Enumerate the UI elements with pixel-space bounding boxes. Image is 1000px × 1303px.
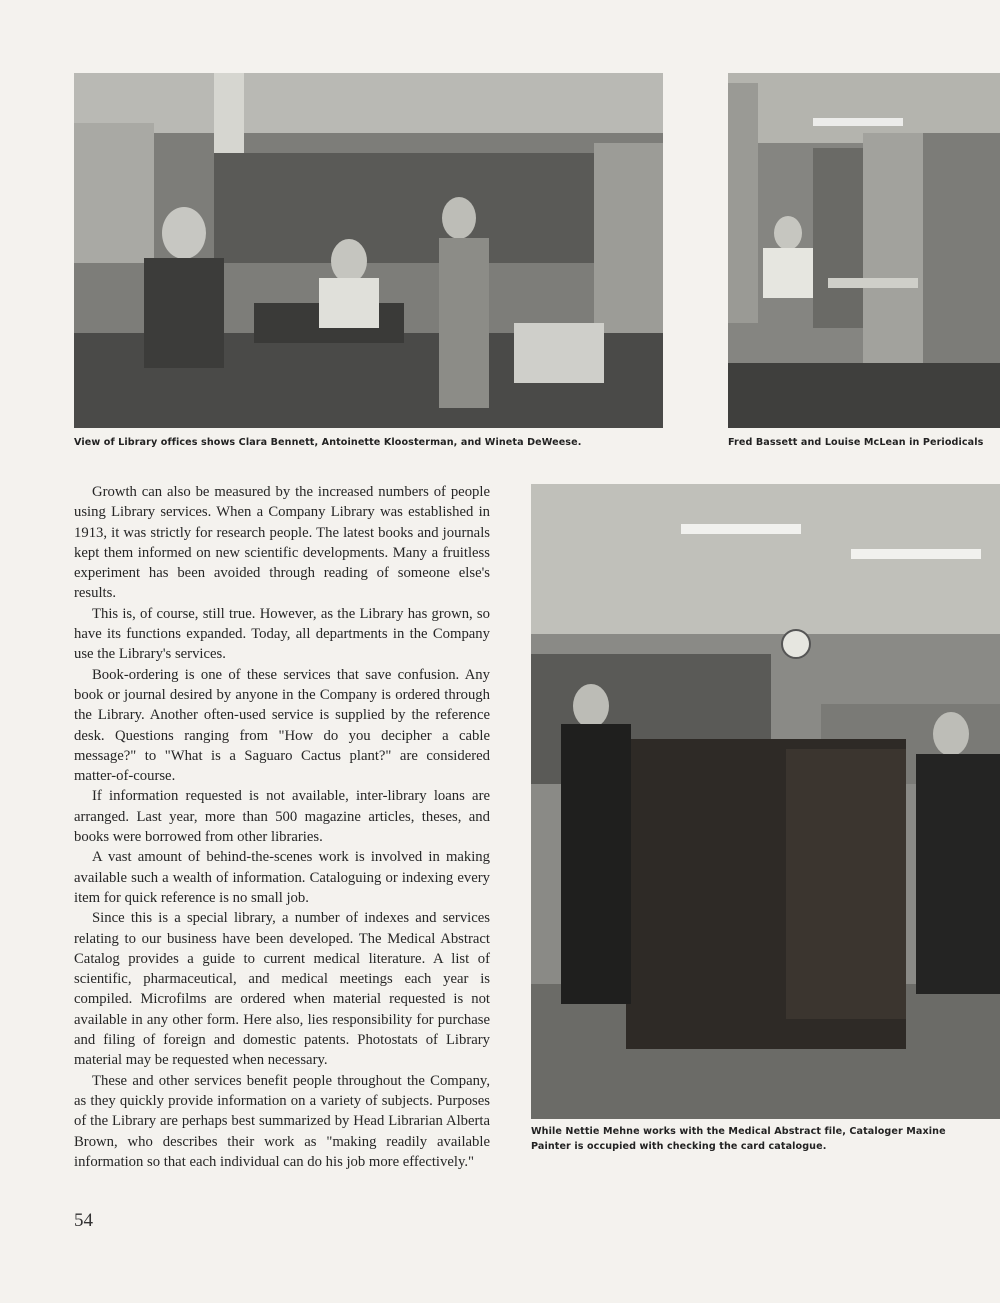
paragraph-2: This is, of course, still true. However, as the Library has grown, so have its functions expanded. Today, all departments in the Company use the Library's services. — [74, 605, 490, 663]
paragraph-1: Growth can also be measured by the increased numbers of people using Library services. When a Company Library was established in 1913, it was strictly for research people. The latest books and journals kept them informed on new scientific developments. Many a fruitless experiment has been avoided through reading of someone else's results. — [74, 484, 490, 602]
photo-periodicals — [728, 73, 1000, 428]
paragraph-7: These and other services benefit people throughout the Company, as they quickly provide information on a variety of subjects. Purposes of the Library are perhaps best summarized by Head Librarian Alberta Brown, who describes their work as "making readily available information so that each individual can do his job more effectively." — [74, 1072, 490, 1170]
page-number: 54 — [74, 1210, 93, 1231]
caption-periodicals: Fred Bassett and Louise McLean in Periodicals — [728, 437, 984, 448]
photo-library-offices — [74, 73, 663, 428]
article-body — [74, 482, 490, 1172]
caption-card-catalogue: While Nettie Mehne works with the Medical Abstract file, Cataloger Maxine Painter is occupied with checking the card catalogue. — [531, 1126, 946, 1152]
paragraph-5: A vast amount of behind-the-scenes work is involved in making available such a wealth of information. Cataloguing or indexing every item for quick reference is no small job. — [74, 849, 490, 906]
caption-library-offices: View of Library offices shows Clara Bennett, Antoinette Kloosterman, and Wineta DeWeese. — [74, 437, 582, 448]
paragraph-6: Since this is a special library, a number of indexes and services relating to our business have been developed. The Medical Abstract Catalog provides a guide to current medical literature. A list of scientific, pharmaceutical, and medical meetings each year is compiled. Microfilms are ordered when material requested is not available in any other form. Here also, lies responsibility for purchase and filing of foreign and domestic patents. Photostats of Library material may be requested when necessary. — [74, 910, 490, 1069]
paragraph-3: Book-ordering is one of these services that save confusion. Any book or journal desired by anyone in the Company is ordered through the Library. Another often-used service is supplied by the reference desk. Questions ranging from "How do you decipher a cable message?" to "What is a Saguaro Cactus plant?" are considered matter-of-course. — [74, 666, 490, 785]
photo-card-catalogue — [531, 484, 1000, 1119]
paragraph-4: If information requested is not available, inter-library loans are arranged. Last year, more than 500 magazine articles, theses, and books were borrowed from other libraries. — [74, 788, 490, 846]
